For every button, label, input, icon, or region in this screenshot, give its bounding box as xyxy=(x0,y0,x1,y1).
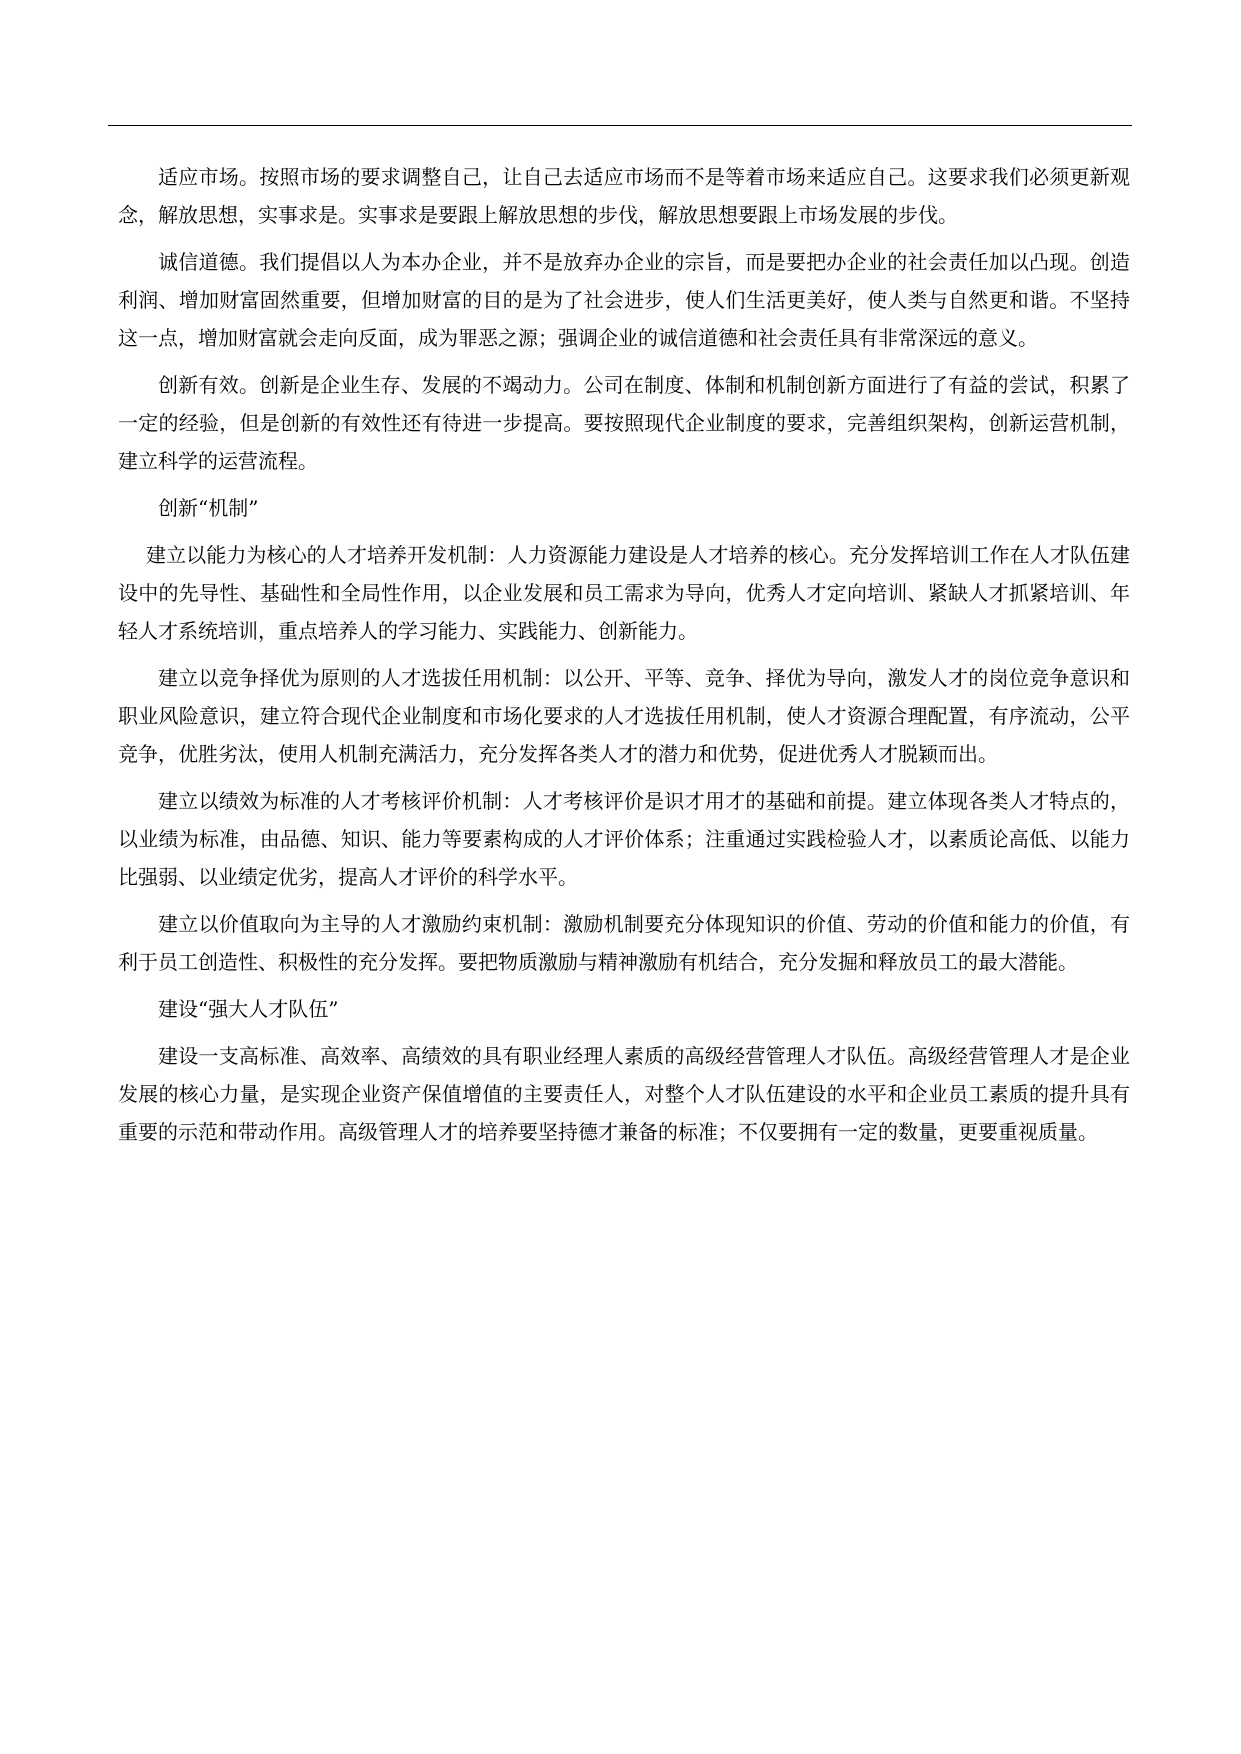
paragraph-talent-evaluation: 建立以绩效为标准的人才考核评价机制：人才考核评价是识才用才的基础和前提。建立体现各类人才特点的，以业绩为标准，由品德、知识、能力等要素构成的人才评价体系；注重通过实践检验人才，以素质论高低、以能力比强弱、以业绩定优劣，提高人才评价的科学水平。 xyxy=(118,789,1130,889)
paragraph-talent-training: 建立以能力为核心的人才培养开发机制：人力资源能力建设是人才培养的核心。充分发挥培训工作在人才队伍建设中的先导性、基础性和全局性作用，以企业发展和员工需求为导向，优秀人才定向培训、紧缺人才抓紧培训、年轻人才系统培训，重点培养人的学习能力、实践能力、创新能力。 xyxy=(118,543,1130,643)
paragraph-adapt-market: 适应市场。按照市场的要求调整自己，让自己去适应市场而不是等着市场来适应自己。这要求我们必须更新观念，解放思想，实事求是。实事求是要跟上解放思想的步伐，解放思想要跟上市场发展的步伐。 xyxy=(118,165,1130,227)
paragraph-senior-management: 建设一支高标准、高效率、高绩效的具有职业经理人素质的高级经营管理人才队伍。高级经营管理人才是企业发展的核心力量，是实现企业资产保值增值的主要责任人，对整个人才队伍建设的水平和企业员工素质的提升具有重要的示范和带动作用。高级管理人才的培养要坚持德才兼备的标准；不仅要拥有一定的数量，更要重视质量。 xyxy=(118,1044,1130,1144)
section-heading-talent-team: 建设“强大人才队伍” xyxy=(158,997,339,1021)
section-heading-mechanism: 创新“机制” xyxy=(158,496,259,520)
paragraph-talent-incentive: 建立以价值取向为主导的人才激励约束机制：激励机制要充分体现知识的价值、劳动的价值和能力的价值，有利于员工创造性、积极性的充分发挥。要把物质激励与精神激励有机结合，充分发掘和释放员工的最大潜能。 xyxy=(118,912,1130,974)
header-rule xyxy=(108,125,1132,126)
paragraph-effective-innovation: 创新有效。创新是企业生存、发展的不竭动力。公司在制度、体制和机制创新方面进行了有益的尝试，积累了一定的经验，但是创新的有效性还有待进一步提高。要按照现代企业制度的要求，完善组织架构，创新运营机制，建立科学的运营流程。 xyxy=(118,373,1130,473)
paragraph-integrity-ethics: 诚信道德。我们提倡以人为本办企业，并不是放弃办企业的宗旨，而是要把办企业的社会责任加以凸现。创造利润、增加财富固然重要，但增加财富的目的是为了社会进步，使人们生活更美好，使人类与自然更和谐。不坚持这一点，增加财富就会走向反面，成为罪恶之源；强调企业的诚信道德和社会责任具有非常深远的意义。 xyxy=(118,250,1130,350)
paragraph-talent-selection: 建立以竞争择优为原则的人才选拔任用机制：以公开、平等、竞争、择优为导向，激发人才的岗位竞争意识和职业风险意识，建立符合现代企业制度和市场化要求的人才选拔任用机制，使人才资源合理配置，有序流动，公平竞争，优胜劣汰，使用人机制充满活力，充分发挥各类人才的潜力和优势，促进优秀人才脱颖而出。 xyxy=(118,666,1130,766)
document-body xyxy=(118,158,1130,1160)
